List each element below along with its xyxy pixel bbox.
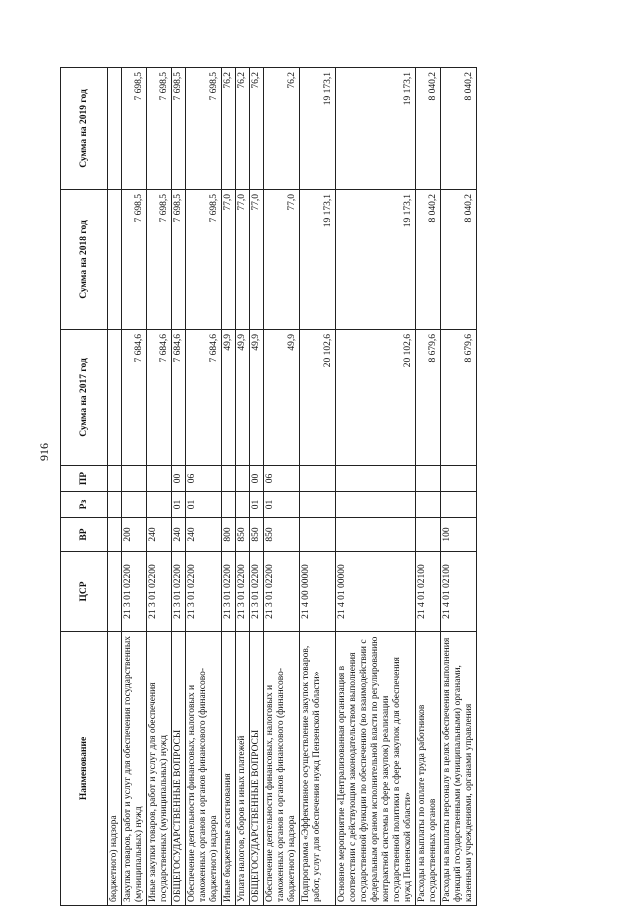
page-number: 916	[37, 443, 51, 461]
cell-sum-2018: 77,0	[250, 190, 264, 330]
cell-vr: 240	[172, 518, 186, 552]
cell-sum-2019: 8 040,2	[441, 68, 477, 190]
header-sum-2017: Сумма на 2017 год	[61, 330, 108, 466]
cell-sum-2019: 76,2	[236, 68, 250, 190]
cell-vr: 850	[264, 518, 300, 552]
table-row	[147, 68, 172, 906]
table-row	[416, 68, 441, 906]
cell-sum-2017	[108, 330, 122, 466]
cell-vr	[416, 518, 441, 552]
cell-sum-2018	[108, 190, 122, 330]
cell-sum-2017: 49,9	[250, 330, 264, 466]
cell-rz	[236, 492, 250, 518]
cell-vr	[300, 518, 336, 552]
cell-vr	[108, 518, 122, 552]
cell-sum-2017: 8 679,6	[441, 330, 477, 466]
cell-sum-2018: 77,0	[222, 190, 236, 330]
table-header-row	[61, 68, 108, 906]
cell-sum-2019: 76,2	[250, 68, 264, 190]
header-sum-2019: Сумма на 2019 год	[61, 68, 108, 190]
cell-pr	[416, 466, 441, 492]
cell-sum-2017: 20 102,6	[336, 330, 416, 466]
budget-table	[60, 67, 477, 906]
cell-csr: 21 3 01 02200	[172, 552, 186, 632]
cell-sum-2019: 7 698,5	[186, 68, 222, 190]
cell-pr	[336, 466, 416, 492]
cell-rz	[122, 492, 147, 518]
cell-pr	[122, 466, 147, 492]
cell-pr	[300, 466, 336, 492]
cell-csr: 21 4 01 00000	[336, 552, 416, 632]
cell-sum-2019: 76,2	[264, 68, 300, 190]
cell-sum-2017: 20 102,6	[300, 330, 336, 466]
cell-rz	[300, 492, 336, 518]
cell-name: ОБЩЕГОСУДАРСТВЕННЫЕ ВОПРОСЫ	[172, 632, 186, 906]
cell-csr: 21 4 01 02100	[416, 552, 441, 632]
cell-pr: 06	[186, 466, 222, 492]
cell-sum-2017: 49,9	[236, 330, 250, 466]
cell-sum-2018: 77,0	[236, 190, 250, 330]
cell-pr	[236, 466, 250, 492]
cell-vr: 240	[147, 518, 172, 552]
table-row	[172, 68, 186, 906]
cell-pr	[222, 466, 236, 492]
cell-vr	[336, 518, 416, 552]
cell-sum-2019: 8 040,2	[416, 68, 441, 190]
cell-pr	[147, 466, 172, 492]
header-csr: ЦСР	[61, 552, 108, 632]
cell-sum-2018: 7 698,5	[122, 190, 147, 330]
cell-sum-2019	[108, 68, 122, 190]
header-pr: ПР	[61, 466, 108, 492]
cell-vr: 850	[250, 518, 264, 552]
cell-rz	[108, 492, 122, 518]
cell-name: ОБЩЕГОСУДАРСТВЕННЫЕ ВОПРОСЫ	[250, 632, 264, 906]
cell-csr: 21 4 00 00000	[300, 552, 336, 632]
cell-csr: 21 3 01 02200	[264, 552, 300, 632]
header-sum-2018: Сумма на 2018 год	[61, 190, 108, 330]
cell-sum-2018: 77,0	[264, 190, 300, 330]
cell-sum-2017: 7 684,6	[172, 330, 186, 466]
cell-sum-2019: 7 698,5	[122, 68, 147, 190]
cell-name: Иные закупки товаров, работ и услуг для обеспечения государственных (муниципальных) нужд	[147, 632, 172, 906]
cell-vr: 200	[122, 518, 147, 552]
cell-vr: 800	[222, 518, 236, 552]
table-row	[264, 68, 300, 906]
cell-pr	[108, 466, 122, 492]
cell-sum-2019: 19 173,1	[300, 68, 336, 190]
cell-sum-2018: 7 698,5	[186, 190, 222, 330]
cell-csr: 21 3 01 02200	[186, 552, 222, 632]
cell-csr: 21 4 01 02100	[441, 552, 477, 632]
header-rz: Рз	[61, 492, 108, 518]
header-name: Наименование	[61, 632, 108, 906]
cell-sum-2019: 76,2	[222, 68, 236, 190]
cell-name: Расходы на выплаты по оплате труда работников государственных органов	[416, 632, 441, 906]
cell-rz: 01	[264, 492, 300, 518]
cell-pr: 00	[250, 466, 264, 492]
table-row	[108, 68, 122, 906]
cell-rz: 01	[186, 492, 222, 518]
cell-name: Уплата налогов, сборов и иных платежей	[236, 632, 250, 906]
table-row	[300, 68, 336, 906]
cell-sum-2017: 7 684,6	[147, 330, 172, 466]
cell-sum-2017: 49,9	[222, 330, 236, 466]
cell-vr: 850	[236, 518, 250, 552]
cell-rz	[222, 492, 236, 518]
cell-sum-2018: 19 173,1	[300, 190, 336, 330]
cell-name: Подпрограмма «Эффективное осуществление закупок товаров, работ, услуг для обеспечения нужд Пензенской области»	[300, 632, 336, 906]
cell-rz	[416, 492, 441, 518]
cell-sum-2017: 8 679,6	[416, 330, 441, 466]
cell-sum-2018: 8 040,2	[441, 190, 477, 330]
cell-sum-2018: 8 040,2	[416, 190, 441, 330]
cell-sum-2019: 7 698,5	[147, 68, 172, 190]
cell-rz	[147, 492, 172, 518]
table-row	[441, 68, 477, 906]
cell-sum-2017: 7 684,6	[122, 330, 147, 466]
cell-sum-2018: 7 698,5	[172, 190, 186, 330]
cell-csr: 21 3 01 02200	[122, 552, 147, 632]
cell-pr	[441, 466, 477, 492]
cell-name: Расходы на выплаты персоналу в целях обеспечения выполнения функций государственными (муниципальными) органами, казенными учреждениями, органами управления	[441, 632, 477, 906]
table-row	[222, 68, 236, 906]
cell-sum-2019: 19 173,1	[336, 68, 416, 190]
cell-sum-2019: 7 698,5	[172, 68, 186, 190]
cell-name: бюджетного) надзора	[108, 632, 122, 906]
cell-csr: 21 3 01 02200	[147, 552, 172, 632]
cell-vr: 240	[186, 518, 222, 552]
header-vr: ВР	[61, 518, 108, 552]
cell-pr: 00	[172, 466, 186, 492]
table-row	[336, 68, 416, 906]
cell-name: Обеспечение деятельности финансовых, налоговых и таможенных органов и органов финансового (финансово-бюджетного) надзора	[264, 632, 300, 906]
table-row	[122, 68, 147, 906]
cell-csr: 21 3 01 02200	[250, 552, 264, 632]
cell-csr: 21 3 01 02200	[222, 552, 236, 632]
table-row	[236, 68, 250, 906]
cell-csr: 21 3 01 02200	[236, 552, 250, 632]
cell-rz	[336, 492, 416, 518]
cell-vr: 100	[441, 518, 477, 552]
cell-name: Иные бюджетные ассигнования	[222, 632, 236, 906]
cell-sum-2017: 7 684,6	[186, 330, 222, 466]
cell-sum-2018: 7 698,5	[147, 190, 172, 330]
cell-name: Закупка товаров, работ и услуг для обеспечения государственных (муниципальных) нужд	[122, 632, 147, 906]
table-row	[250, 68, 264, 906]
cell-sum-2018: 19 173,1	[336, 190, 416, 330]
table-row	[186, 68, 222, 906]
cell-rz	[441, 492, 477, 518]
cell-rz: 01	[172, 492, 186, 518]
rotated-table-container	[60, 68, 576, 906]
cell-name: Основное мероприятие «Централизованная организация в соответствии с действующим законодательством выполнения государственной функции по обеспечению (во взаимодействии с федеральным органом исполнительной власти по регулированию контрактной системы в сфере закупок) реализации государственной политики в сфере закупок для обеспечения нужд Пензенской области»	[336, 632, 416, 906]
cell-pr: 06	[264, 466, 300, 492]
cell-rz: 01	[250, 492, 264, 518]
cell-name: Обеспечение деятельности финансовых, налоговых и таможенных органов и органов финансового (финансово-бюджетного) надзора	[186, 632, 222, 906]
cell-csr	[108, 552, 122, 632]
cell-sum-2017: 49,9	[264, 330, 300, 466]
